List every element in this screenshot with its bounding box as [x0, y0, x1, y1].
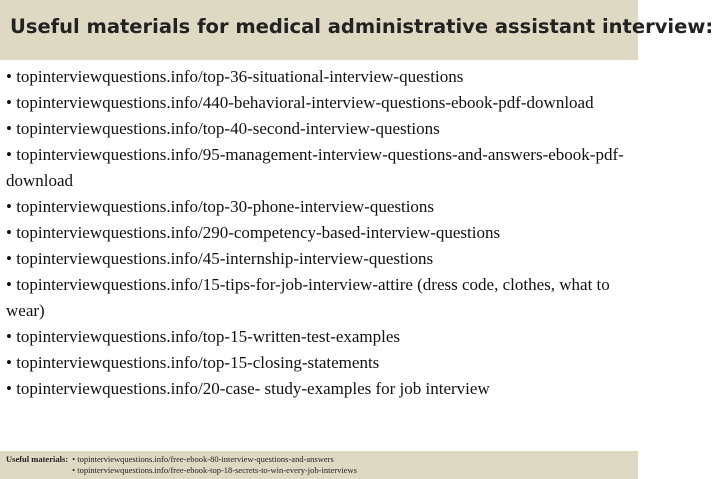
list-item-text: topinterviewquestions.info/top-36-situational-interview-questions: [16, 67, 464, 86]
bullet: •: [6, 327, 12, 346]
list-item[interactable]: [6, 116, 632, 142]
bullet: •: [6, 223, 12, 242]
list-item[interactable]: [6, 64, 632, 90]
bullet: •: [6, 353, 12, 372]
bullet: •: [72, 465, 76, 475]
footer-label: Useful materials:: [6, 454, 69, 464]
bullet: •: [6, 379, 12, 398]
list-item-text: topinterviewquestions.info/95-management-interview-questions-and-answers-ebook-pdf-download: [6, 145, 624, 190]
bullet: •: [6, 93, 12, 112]
list-item[interactable]: [6, 350, 632, 376]
list-item[interactable]: [6, 90, 632, 116]
list-item[interactable]: [6, 246, 632, 272]
list-item[interactable]: [6, 142, 632, 194]
title-bar: [0, 0, 713, 60]
bullet: •: [6, 67, 12, 86]
list-item-text: topinterviewquestions.info/top-15-closing-statements: [16, 353, 380, 372]
page-title: Useful materials for medical administrative assistant interview:: [10, 15, 713, 38]
list-item[interactable]: [6, 272, 632, 324]
footer-link[interactable]: [72, 454, 357, 465]
list-item[interactable]: [6, 324, 632, 350]
list-item[interactable]: [6, 376, 632, 402]
list-item-text: topinterviewquestions.info/top-30-phone-interview-questions: [16, 197, 435, 216]
list-item-text: topinterviewquestions.info/440-behavioral-interview-questions-ebook-pdf-download: [16, 93, 594, 112]
list-item[interactable]: [6, 194, 632, 220]
footer-link-text: topinterviewquestions.info/free-ebook-top-18-secrets-to-win-every-job-interviews: [77, 465, 357, 475]
bullet: •: [6, 275, 12, 294]
list-item[interactable]: [6, 220, 632, 246]
footer-list: [72, 454, 357, 476]
materials-list: [6, 64, 632, 402]
footer-bar: [0, 451, 638, 479]
list-item-text: topinterviewquestions.info/top-15-written-test-examples: [16, 327, 401, 346]
footer-content: [6, 454, 357, 476]
bullet: •: [6, 197, 12, 216]
bullet: •: [6, 249, 12, 268]
footer-link[interactable]: [72, 465, 357, 476]
footer-link-text: topinterviewquestions.info/free-ebook-80-interview-questions-and-answers: [77, 454, 334, 464]
bullet: •: [6, 119, 12, 138]
list-item-text: topinterviewquestions.info/290-competency-based-interview-questions: [16, 223, 501, 242]
list-item-text: topinterviewquestions.info/45-internship-interview-questions: [16, 249, 434, 268]
bullet: •: [6, 145, 12, 164]
bullet: •: [72, 454, 76, 464]
list-item-text: topinterviewquestions.info/top-40-second-interview-questions: [16, 119, 440, 138]
list-item-text: topinterviewquestions.info/15-tips-for-job-interview-attire (dress code, clothes, what to wear): [6, 275, 610, 320]
list-item-text: topinterviewquestions.info/20-case- study-examples for job interview: [16, 379, 490, 398]
